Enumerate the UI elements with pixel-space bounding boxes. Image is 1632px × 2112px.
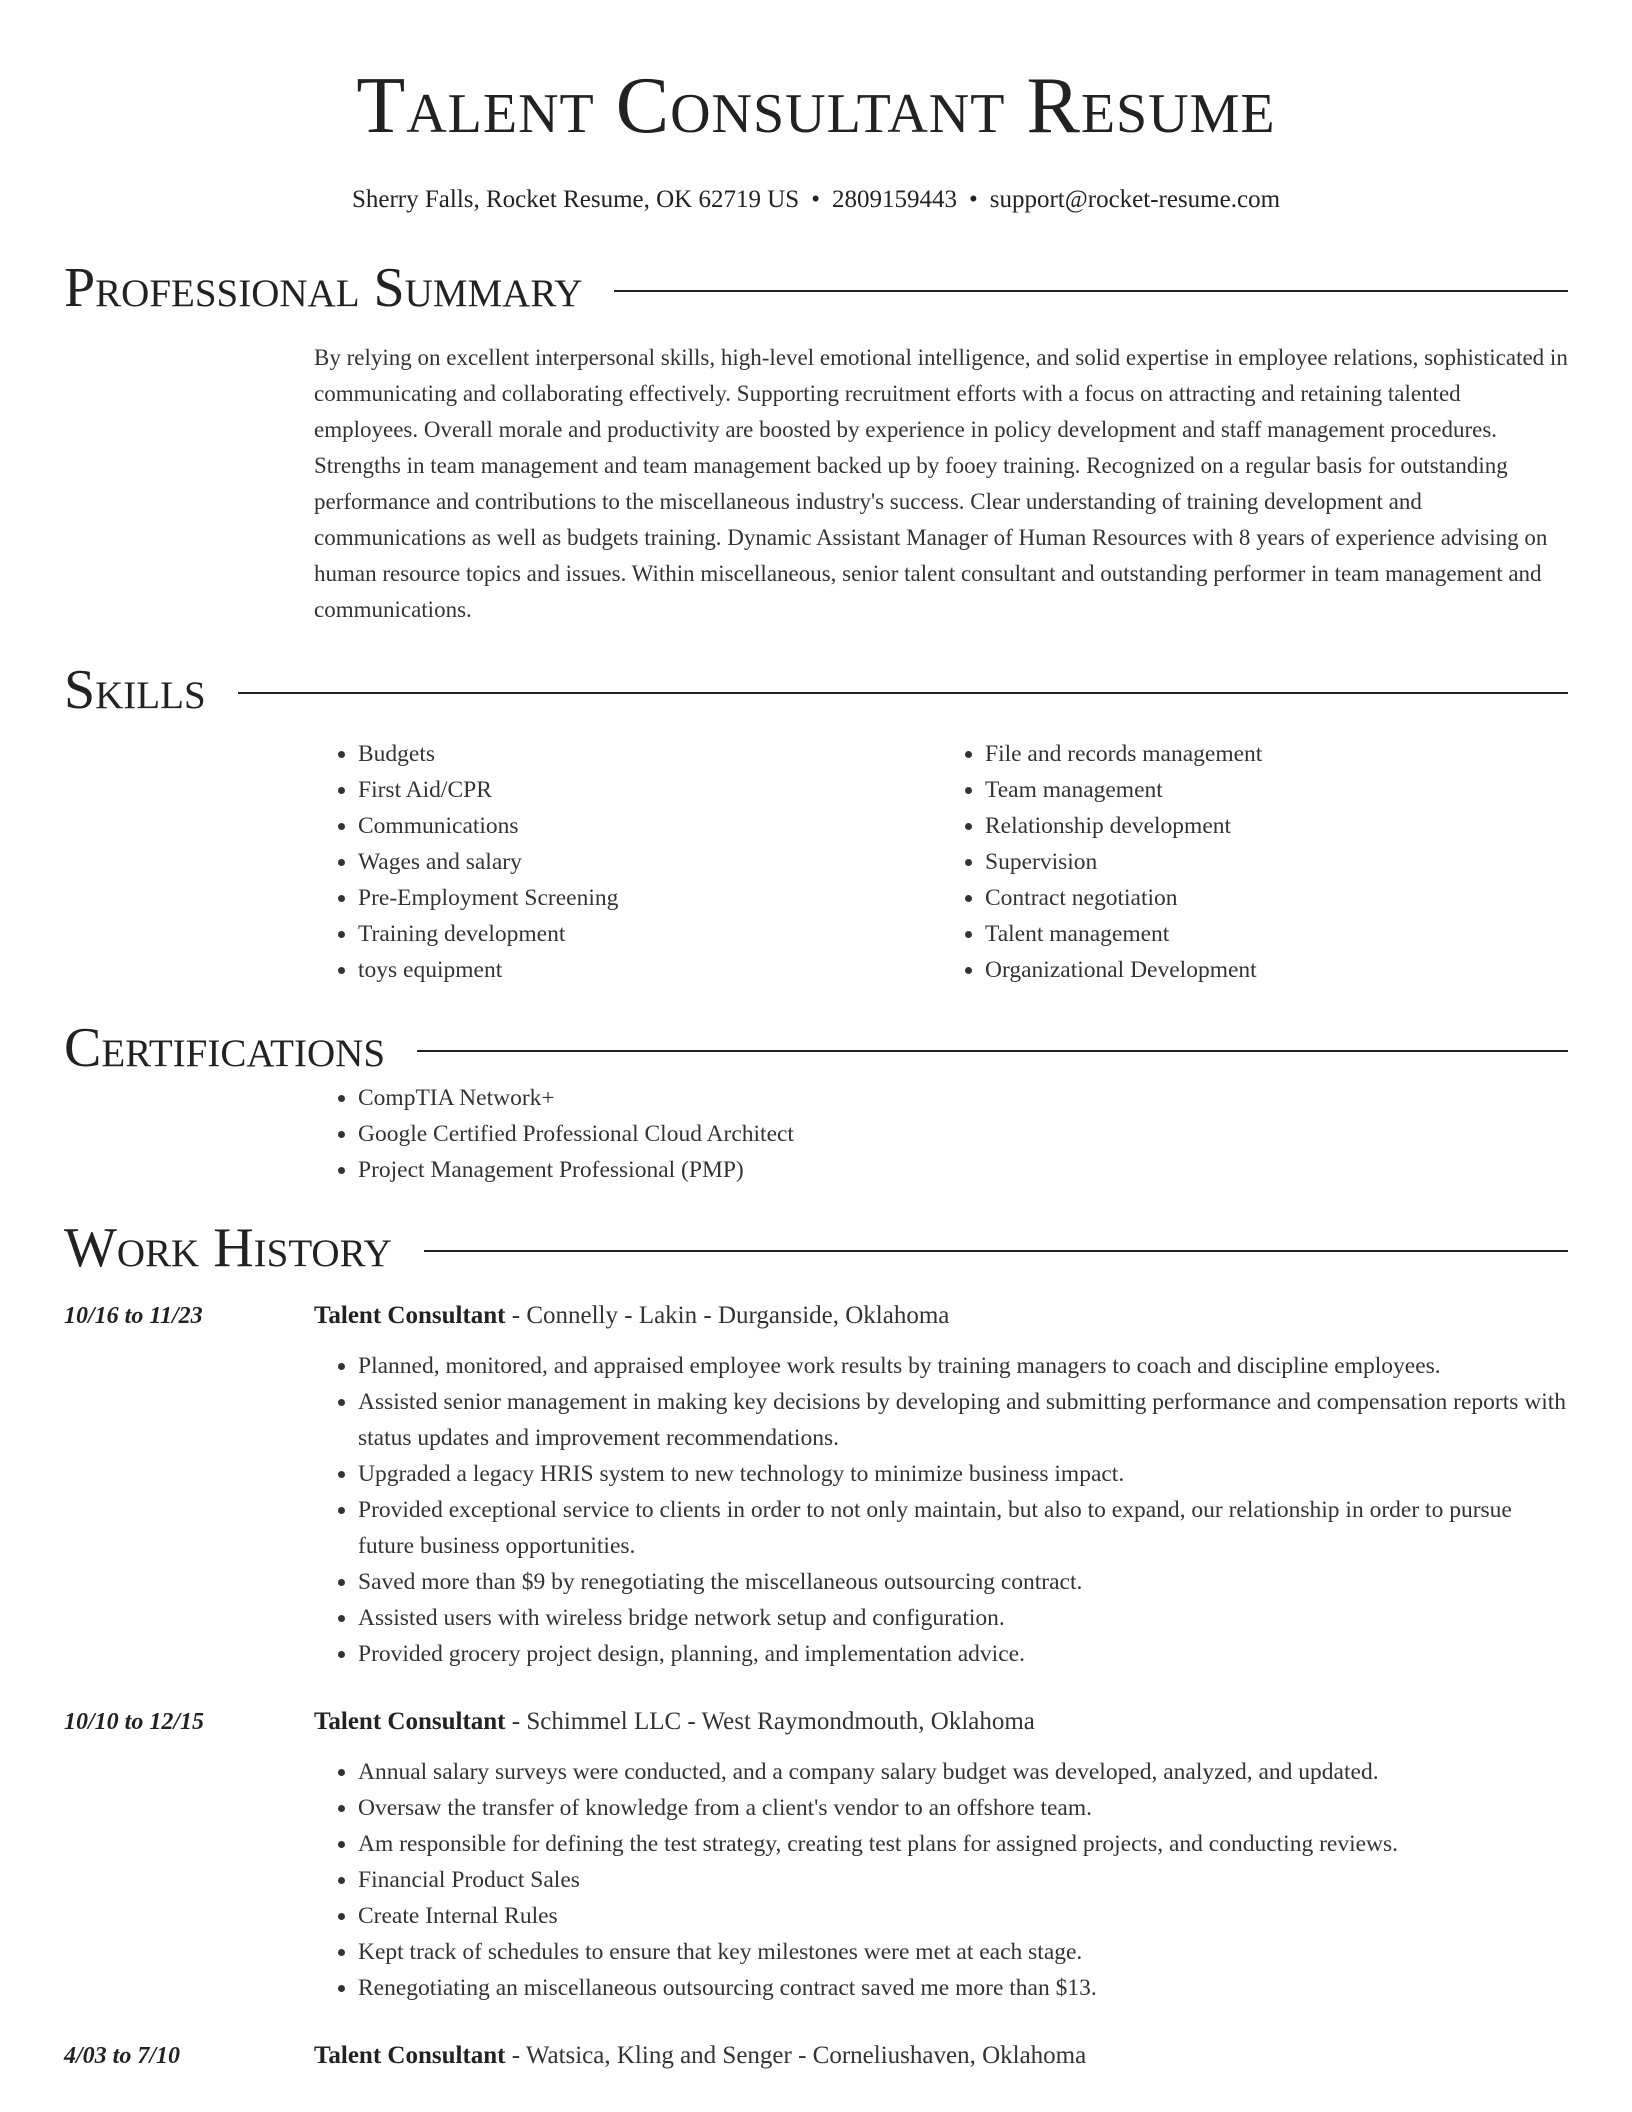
section-divider [238, 692, 1568, 694]
job-entry [64, 1298, 1568, 1672]
summary-body [314, 340, 1568, 628]
certifications-body [314, 1080, 1568, 1188]
job-header [314, 1704, 1568, 1740]
resume-title: Talent Consultant Resume [356, 62, 1276, 150]
summary-section-header [64, 256, 1568, 320]
job-bullet: • Assisted senior management in making key decisions by developing and submitting performance and compensation reports with status updates and improvement recommendations. [358, 1384, 1568, 1456]
job-header [314, 1298, 1568, 1334]
contact-phone: 2809159443 [831, 186, 957, 213]
skills-list-right [941, 736, 1568, 988]
job-role: Talent Consultant [314, 1302, 506, 1329]
certification-item: • Google Certified Professional Cloud Architect [358, 1116, 1568, 1152]
skill-item: • Relationship development [985, 808, 1568, 844]
skill-item: • Communications [358, 808, 941, 844]
skill-item: • Supervision [985, 844, 1568, 880]
job-header [314, 2038, 1568, 2074]
skill-item: • Budgets [358, 736, 941, 772]
skills-section-header [64, 658, 1568, 722]
skills-body [314, 736, 1568, 988]
job-dates: 4/03 to 7/10 [64, 2043, 181, 2069]
job-role: Talent Consultant [314, 1708, 506, 1735]
job-company: - Watsica, Kling and Senger - Corneliushaven, Oklahoma [505, 2042, 1087, 2069]
skill-item: • Pre-Employment Screening [358, 880, 941, 916]
skill-item: • Contract negotiation [985, 880, 1568, 916]
job-bullet: • Kept track of schedules to ensure that key milestones were met at each stage. [358, 1934, 1568, 1970]
certifications-list [314, 1080, 1568, 1188]
job-company: - Connelly - Lakin - Durganside, Oklahoma [505, 1302, 950, 1329]
skill-item: • First Aid/CPR [358, 772, 941, 808]
section-divider [417, 1050, 1568, 1052]
certification-item: • Project Management Professional (PMP) [358, 1152, 1568, 1188]
skill-item: • toys equipment [358, 952, 941, 988]
contact-line [64, 184, 1568, 216]
job-bullet: • Financial Product Sales [358, 1862, 1568, 1898]
certification-item: • CompTIA Network+ [358, 1080, 1568, 1116]
contact-address: Sherry Falls, Rocket Resume, OK 62719 US [351, 186, 800, 213]
summary-heading: Professional Summary [64, 257, 583, 319]
skill-item: • Wages and salary [358, 844, 941, 880]
contact-email[interactable]: support@rocket-resume.com [989, 186, 1281, 213]
job-bullet: • Provided exceptional service to clients in order to not only maintain, but also to expand, our relationship in order to pursue future business opportunities. [358, 1492, 1568, 1564]
job-details [314, 1704, 1568, 2006]
job-bullet: • Assisted users with wireless bridge network setup and configuration. [358, 1600, 1568, 1636]
job-company: - Schimmel LLC - West Raymondmouth, Oklahoma [505, 1708, 1035, 1735]
job-bullets [314, 1348, 1568, 1672]
job-bullet: • Renegotiating an miscellaneous outsourcing contract saved me more than $13. [358, 1970, 1568, 2006]
job-dates: 10/10 to 12/15 [64, 1709, 205, 1735]
skill-item: • Training development [358, 916, 941, 952]
job-details [314, 1298, 1568, 1672]
work-section-header [64, 1216, 1568, 1280]
certifications-heading: Certifications [64, 1017, 386, 1079]
skills-heading: Skills [64, 659, 206, 721]
job-bullet: • Create Internal Rules [358, 1898, 1568, 1934]
contact-separator: • [968, 186, 978, 213]
job-role: Talent Consultant [314, 2042, 506, 2069]
job-bullet: • Upgraded a legacy HRIS system to new technology to minimize business impact. [358, 1456, 1568, 1492]
job-entry [64, 1704, 1568, 2006]
skill-item: • File and records management [985, 736, 1568, 772]
job-bullet: • Am responsible for defining the test strategy, creating test plans for assigned projects, and conducting reviews. [358, 1826, 1568, 1862]
summary-text: By relying on excellent interpersonal skills, high-level emotional intelligence, and solid expertise in employee relations, sophisticated in communicating and collaborating effectively. Supporting recruitment efforts with a focus on attracting and retaining talented employees. Overall morale and productivity are boosted by experience in policy development and staff management procedures. Strengths in team management and team management backed up by fooey training. Recognized on a regular basis for outstanding performance and contributions to the miscellaneous industry's success. Clear understanding of training development and communications as well as budgets training. Dynamic Assistant Manager of Human Resources with 8 years of experience advising on human resource topics and issues. Within miscellaneous, senior talent consultant and outstanding performer in team management and communications. [314, 345, 1568, 622]
skill-item: • Organizational Development [985, 952, 1568, 988]
job-bullet: • Annual salary surveys were conducted, and a company salary budget was developed, analyzed, and updated. [358, 1754, 1568, 1790]
job-dates: 10/16 to 11/23 [64, 1303, 203, 1329]
job-bullet: • Planned, monitored, and appraised employee work results by training managers to coach and discipline employees. [358, 1348, 1568, 1384]
skills-list-left [314, 736, 941, 988]
work-heading: Work History [64, 1217, 392, 1279]
job-bullet: • Oversaw the transfer of knowledge from a client's vendor to an offshore team. [358, 1790, 1568, 1826]
job-details [314, 2038, 1568, 2074]
section-divider [614, 290, 1568, 292]
job-bullet: • Provided grocery project design, planning, and implementation advice. [358, 1636, 1568, 1672]
section-divider [424, 1250, 1568, 1252]
job-bullet: • Saved more than $9 by renegotiating the miscellaneous outsourcing contract. [358, 1564, 1568, 1600]
work-history-list [64, 1298, 1568, 2074]
skill-item: • Talent management [985, 916, 1568, 952]
certifications-section-header [64, 1016, 1568, 1080]
job-bullets [314, 1754, 1568, 2006]
job-entry [64, 2038, 1568, 2074]
skill-item: • Team management [985, 772, 1568, 808]
contact-separator: • [811, 186, 820, 213]
